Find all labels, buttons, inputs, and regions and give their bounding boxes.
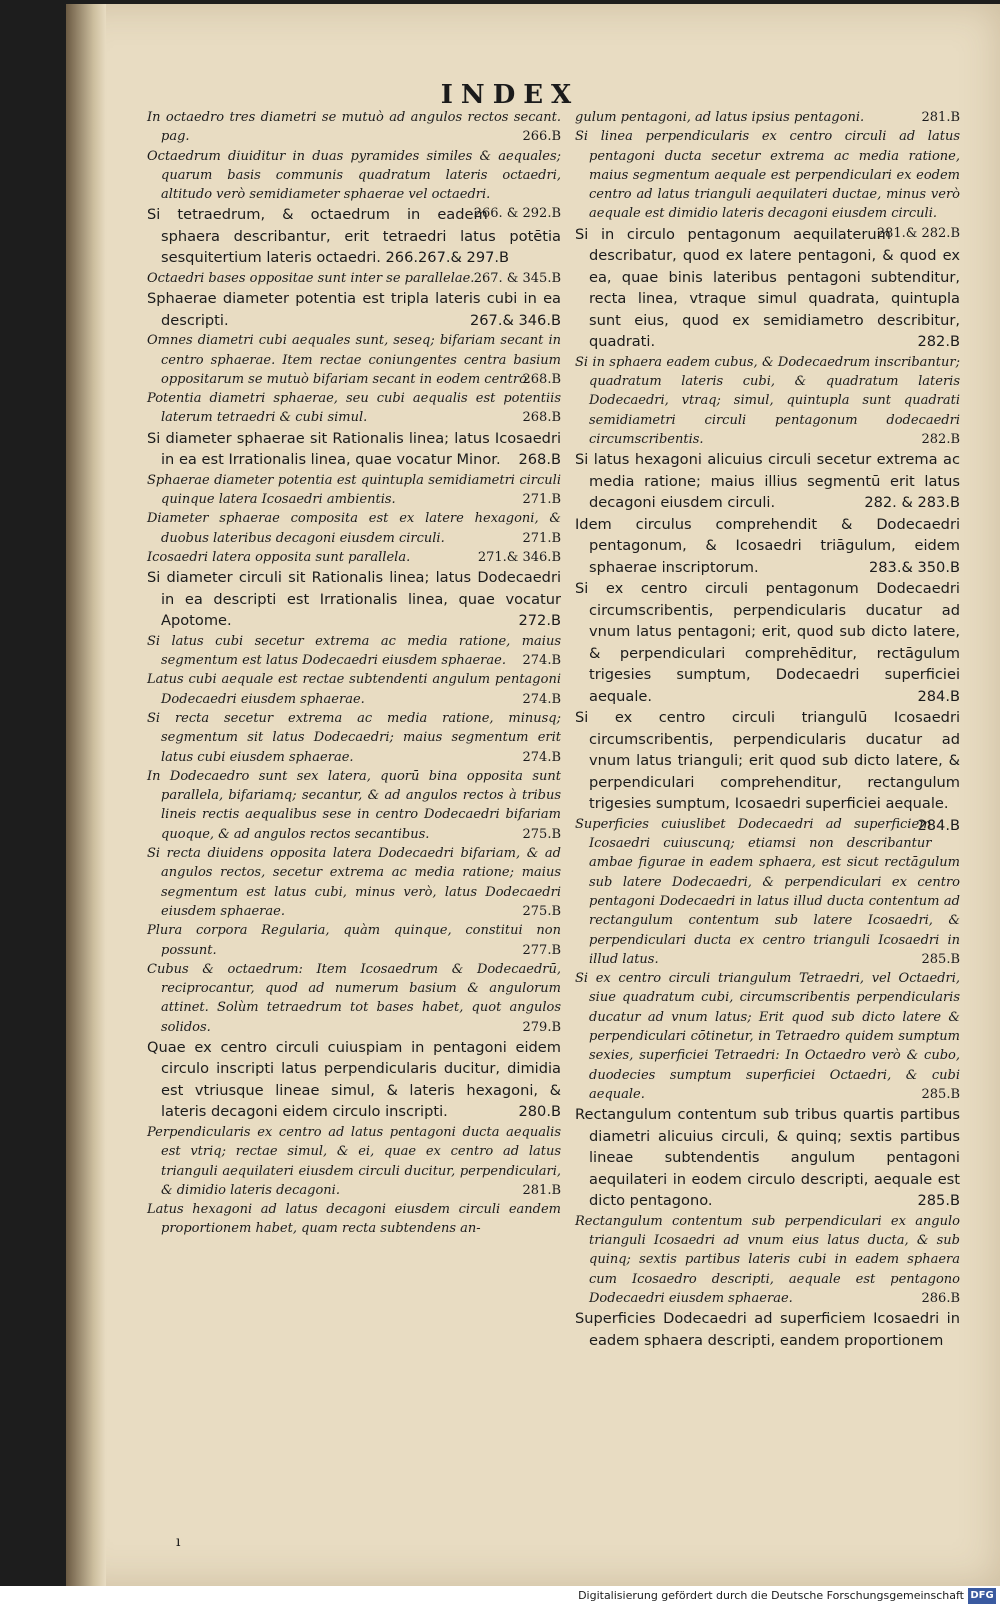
index-entry-text: gulum pentagoni, ad latus ipsius pentagoni. (575, 110, 865, 125)
page-reference: 272.B (518, 612, 561, 630)
index-entry (147, 509, 561, 548)
index-entry (147, 269, 561, 288)
index-entry-text: Si tetraedrum, & octaedrum in eadem sphaera describantur, erit tetraedri latus potētia sesquitertium lateris octaedri. 266.267.& 297.B (147, 206, 561, 267)
dfg-logo: DFG (968, 1588, 996, 1604)
index-entry (147, 709, 561, 767)
page-reference: 285.B (917, 1192, 960, 1210)
index-entry-text: Idem circulus comprehendit & Dodecaedri pentagonum, & Icosaedri triāgulum, eidem sphaerae inscriptorum. (575, 515, 960, 576)
page-reference: 280.B (518, 1103, 561, 1121)
page-reference: 284.B (917, 687, 960, 705)
index-entry (147, 844, 561, 921)
index-entry (147, 960, 561, 1037)
index-entry (147, 471, 561, 510)
page-reference: 283.& 350.B (868, 558, 960, 576)
index-entry (575, 707, 960, 834)
page-reference: 282.B (917, 333, 960, 351)
marginal-mark: ı (176, 1534, 181, 1550)
page-reference: 271.B (522, 530, 561, 546)
page-reference: 271.& 346.B (477, 549, 561, 565)
index-entry-text: Icosaedri latera opposita sunt parallela. (147, 549, 411, 565)
index-entry-text: Si in circulo pentagonum aequilaterum describatur, quod ex latere pentagoni, & quod ex ea, quae binis lateribus pentagoni subtenditur, recta linea, vtraque simul quadrata, quintupla sunt eius, quod ex semidiametro describitur, quadrati. (575, 225, 960, 351)
index-entry-text: Si recta diuidens opposita latera Dodecaedri bifariam, & ad angulos rectos, secetur extrema ac media ratione; maius segmentum est latus cubi, minus verò, latus Dodecaedri eiusdem sphaerae. (147, 846, 561, 919)
index-entry (147, 921, 561, 960)
index-entry (147, 670, 561, 709)
index-entry-text: Octaedri bases oppositae sunt inter se parallelae. (147, 270, 475, 286)
index-entry-text: Si latus hexagoni alicuius circuli secetur extrema ac media ratione; maius illius segmentū erit latus decagoni eiusdem circuli. (575, 451, 960, 512)
index-entry-text: Latus cubi aequale est rectae subtendenti angulum pentagoni Dodecaedri eiusdem sphaerae. (147, 672, 561, 707)
page-reference: 281.B (522, 1182, 561, 1198)
page-reference: 266. & 292.B (473, 206, 561, 222)
page-gutter-shadow (66, 4, 106, 1586)
page-reference: 274.B (522, 691, 561, 707)
index-entry (575, 449, 960, 514)
index-entry-text: Perpendicularis ex centro ad latus pentagoni ducta aequalis est vtriq; rectae simul, & ei, quae ex centro ad latus trianguli aequilateri eiusdem circuli ducitur, perpendiculari, & dimidio lateris decagoni. (147, 1124, 561, 1198)
index-entry-text: Si linea perpendicularis ex centro circuli ad latus pentagoni ducta secetur extrema ac media ratione, maius segmentum aequale est perpendiculari ex eodem centro ad latus trianguli aequilateri ductae, minus verò aequale est dimidio lateris decagoni eiusdem circuli. (575, 129, 960, 222)
index-entry (575, 224, 960, 353)
index-entry-text: Superficies Dodecaedri ad superficiem Icosaedri in eadem sphaera descripti, eandem proportionem (575, 1310, 960, 1349)
page-reference: 268.B (522, 410, 561, 426)
index-entry (147, 108, 561, 147)
page-reference: 266.B (522, 129, 561, 145)
page-reference: 284.B (917, 816, 960, 834)
index-entry (575, 127, 960, 241)
index-entry-text: Cubus & octaedrum: Item Icosaedrum & Dodecaedrū, reciprocantur, quod ad numerum basium & angulorum attinet. Solùm tetraedrum tot bases habet, quot angulos solidos. (147, 961, 561, 1035)
page-header: INDEX (440, 80, 580, 110)
index-column-right (575, 108, 960, 1351)
index-entry-text: Superficies cuiuslibet Dodecaedri ad superficiem Icosaedri cuiuscunq; etiamsi non describantur ambae figurae in eadem sphaera, est sicut rectāgulum sub latere Dodecaedri, & perpendiculari ex centro pentagoni Dodecaedri in latus illud ducta contentum ad rectangulum contentum sub latere Icosaedri, & perpendiculari ducta ex centro trianguli Icosaedri in illud latus. (575, 816, 960, 967)
footer-bar (0, 1586, 1000, 1607)
page-reference: 275.B (522, 903, 561, 919)
index-entry (147, 1200, 561, 1239)
page-reference: 267.& 346.B (469, 311, 561, 329)
page-reference: 267. & 345.B (473, 270, 561, 286)
index-entry (147, 288, 561, 331)
index-entry-text: Si ex centro circuli triangulū Icosaedri circumscribentis, perpendicularis ducatur ad vnum latus trianguli; erit quod sub dicto latere, & perpendiculari comprehenditur, rectangulum trigesies sumptum, Icosaedri superficiei aequale. (575, 709, 960, 813)
index-entry-text: Plura corpora Regularia, quàm quinque, constitui non possunt. (147, 923, 561, 958)
index-entry-text: Si diameter sphaerae sit Rationalis linea; latus Icosaedri in ea est Irrationalis linea, quae vocatur Minor. (147, 429, 561, 469)
index-entry-text: Omnes diametri cubi aequales sunt, seseq; bifariam secant in centro sphaerae. Item rectae coniungentes centra basium oppositarum se mutuò bifariam secant in eodem centro. (147, 333, 561, 387)
index-entry-text: Latus hexagoni ad latus decagoni eiusdem circuli eandem proportionem habet, quam recta subtendens an- (147, 1202, 561, 1237)
index-entry-text: Si diameter circuli sit Rationalis linea; latus Dodecaedri in ea descripti est Irrationalis linea, quae vocatur Apotome. (147, 569, 561, 630)
index-column-left (147, 108, 561, 1239)
index-entry (575, 815, 960, 969)
index-entry-text: Rectangulum contentum sub perpendiculari ex angulo trianguli Icosaedri ad vnum eius latus ducta, & sub quinq; sextis partibus lateris cubi in eadem sphaera cum Icosaedro descripti, aequale est pentagono Dodecaedri eiusdem sphaerae. (575, 1213, 960, 1306)
page-reference: 268.B (522, 371, 561, 387)
index-entry (147, 389, 561, 428)
index-entry-text: In octaedro tres diametri se mutuò ad angulos rectos secant. pag. (147, 110, 561, 145)
funding-notice: Digitalisierung gefördert durch die Deutsche Forschungsgemeinschaft (578, 1589, 964, 1602)
index-entry-text: Si ex centro circuli pentagonum Dodecaedri circumscribentis, perpendicularis ducatur ad vnum latus pentagoni; erit, quod sub dicto latere, & perpendiculari comprehēditur, rectāgulum trigesies sumptum, Dodecaedri superficiei aequale. (575, 580, 960, 705)
index-entry-text: In Dodecaedro sunt sex latera, quorū bina opposita sunt parallela, bifariamq; secantur, & ad angulos rectos à tribus lineis rectis aequalibus sese in centro Dodecaedri bifariam quoque, & ad angulos rectos secantibus. (147, 768, 561, 842)
page-reference: 281.B (921, 110, 960, 125)
index-entry (147, 767, 561, 844)
page-reference: 271.B (522, 492, 561, 508)
index-entry (575, 353, 960, 449)
index-entry (575, 514, 960, 579)
page-reference: 279.B (522, 1019, 561, 1035)
index-entry-text: Si recta secetur extrema ac media ratione, minusq; segmentum sit latus Dodecaedri; maius segmentum erit latus cubi eiusdem sphaerae. (147, 710, 561, 765)
index-entry-text: Octaedrum diuiditur in duas pyramides similes & aequales; quarum basis communis quadratum lateris octaedri, altitudo verò semidiameter sphaerae vel octaedri. (147, 148, 561, 203)
index-entry (147, 428, 561, 471)
index-entry (147, 632, 561, 671)
page-reference: 277.B (522, 942, 561, 958)
index-entry (147, 1123, 561, 1200)
page-reference: 274.B (522, 653, 561, 669)
page-reference: 281.& 282.B (876, 225, 960, 241)
index-entry (575, 578, 960, 707)
index-entry (575, 108, 960, 127)
index-entry (575, 969, 960, 1104)
index-entry-text: Si latus cubi secetur extrema ac media ratione, maius segmentum est latus Dodecaedri eiusdem sphaerae. (147, 633, 561, 669)
page-reference: 282.B (921, 431, 960, 447)
index-entry-text: Diameter sphaerae composita est ex latere hexagoni, & duobus lateribus decagoni eiusdem circuli. (147, 511, 561, 546)
page-reference: 274.B (522, 749, 561, 765)
index-entry (575, 1104, 960, 1212)
index-entry (147, 548, 561, 567)
page-reference: 275.B (522, 826, 561, 842)
index-entry-text: Sphaerae diameter potentia est quintupla semidiametri circuli quinque latera Icosaedri ambientis. (147, 472, 561, 508)
index-entry (575, 1212, 960, 1308)
page-reference: 268.B (518, 451, 561, 469)
index-entry (147, 147, 561, 222)
index-entry (147, 567, 561, 632)
index-entry-text: Rectangulum contentum sub tribus quartis partibus diametri alicuius circuli, & quinq; sextis partibus lineae subtendentis angulum pentagoni aequilateri in eodem circulo descripti, aequale est dicto pentagono. (575, 1106, 960, 1210)
page-reference: 285.B (921, 1086, 960, 1102)
page-reference: 285.B (921, 951, 960, 967)
index-entry-text: Sphaerae diameter potentia est tripla lateris cubi in ea descripti. (147, 290, 561, 329)
page-reference: 286.B (921, 1290, 960, 1306)
index-entry-text: Quae ex centro circuli cuiuspiam in pentagoni eidem circulo inscripti latus perpendicularis ducitur, dimidia est vtriusque lineae simul, & lateris hexagoni, & lateris decagoni eidem circulo inscripti. (147, 1038, 561, 1121)
index-entry (147, 1037, 561, 1123)
index-entry-text: Si in sphaera eadem cubus, & Dodecaedrum inscribantur; quadratum lateris cubi, & quadratum lateris Dodecaedri, vtraq; simul, quintupla sunt quadrati semidiametri circuli pentagonum dodecaedri circumscribentis. (575, 354, 960, 447)
index-entry (575, 1308, 960, 1351)
index-entry (147, 331, 561, 389)
page-reference: 282. & 283.B (864, 494, 960, 512)
index-entry-text: Potentia diametri sphaerae, seu cubi aequalis est potentiis laterum tetraedri & cubi simul. (147, 391, 561, 426)
index-entry-text: Si ex centro circuli triangulum Tetraedri, vel Octaedri, siue quadratum cubi, circumscribentis perpendicularis ducatur ad vnum latus; Erit quod sub dicto latere & perpendiculari cōtinetur, in Tetraedro quidem sumptum sexies, superficiei Tetraedri: In Octaedro verò & cubo, duodecies sumptum superficiei Octaedri, & cubi aequale. (575, 971, 960, 1102)
